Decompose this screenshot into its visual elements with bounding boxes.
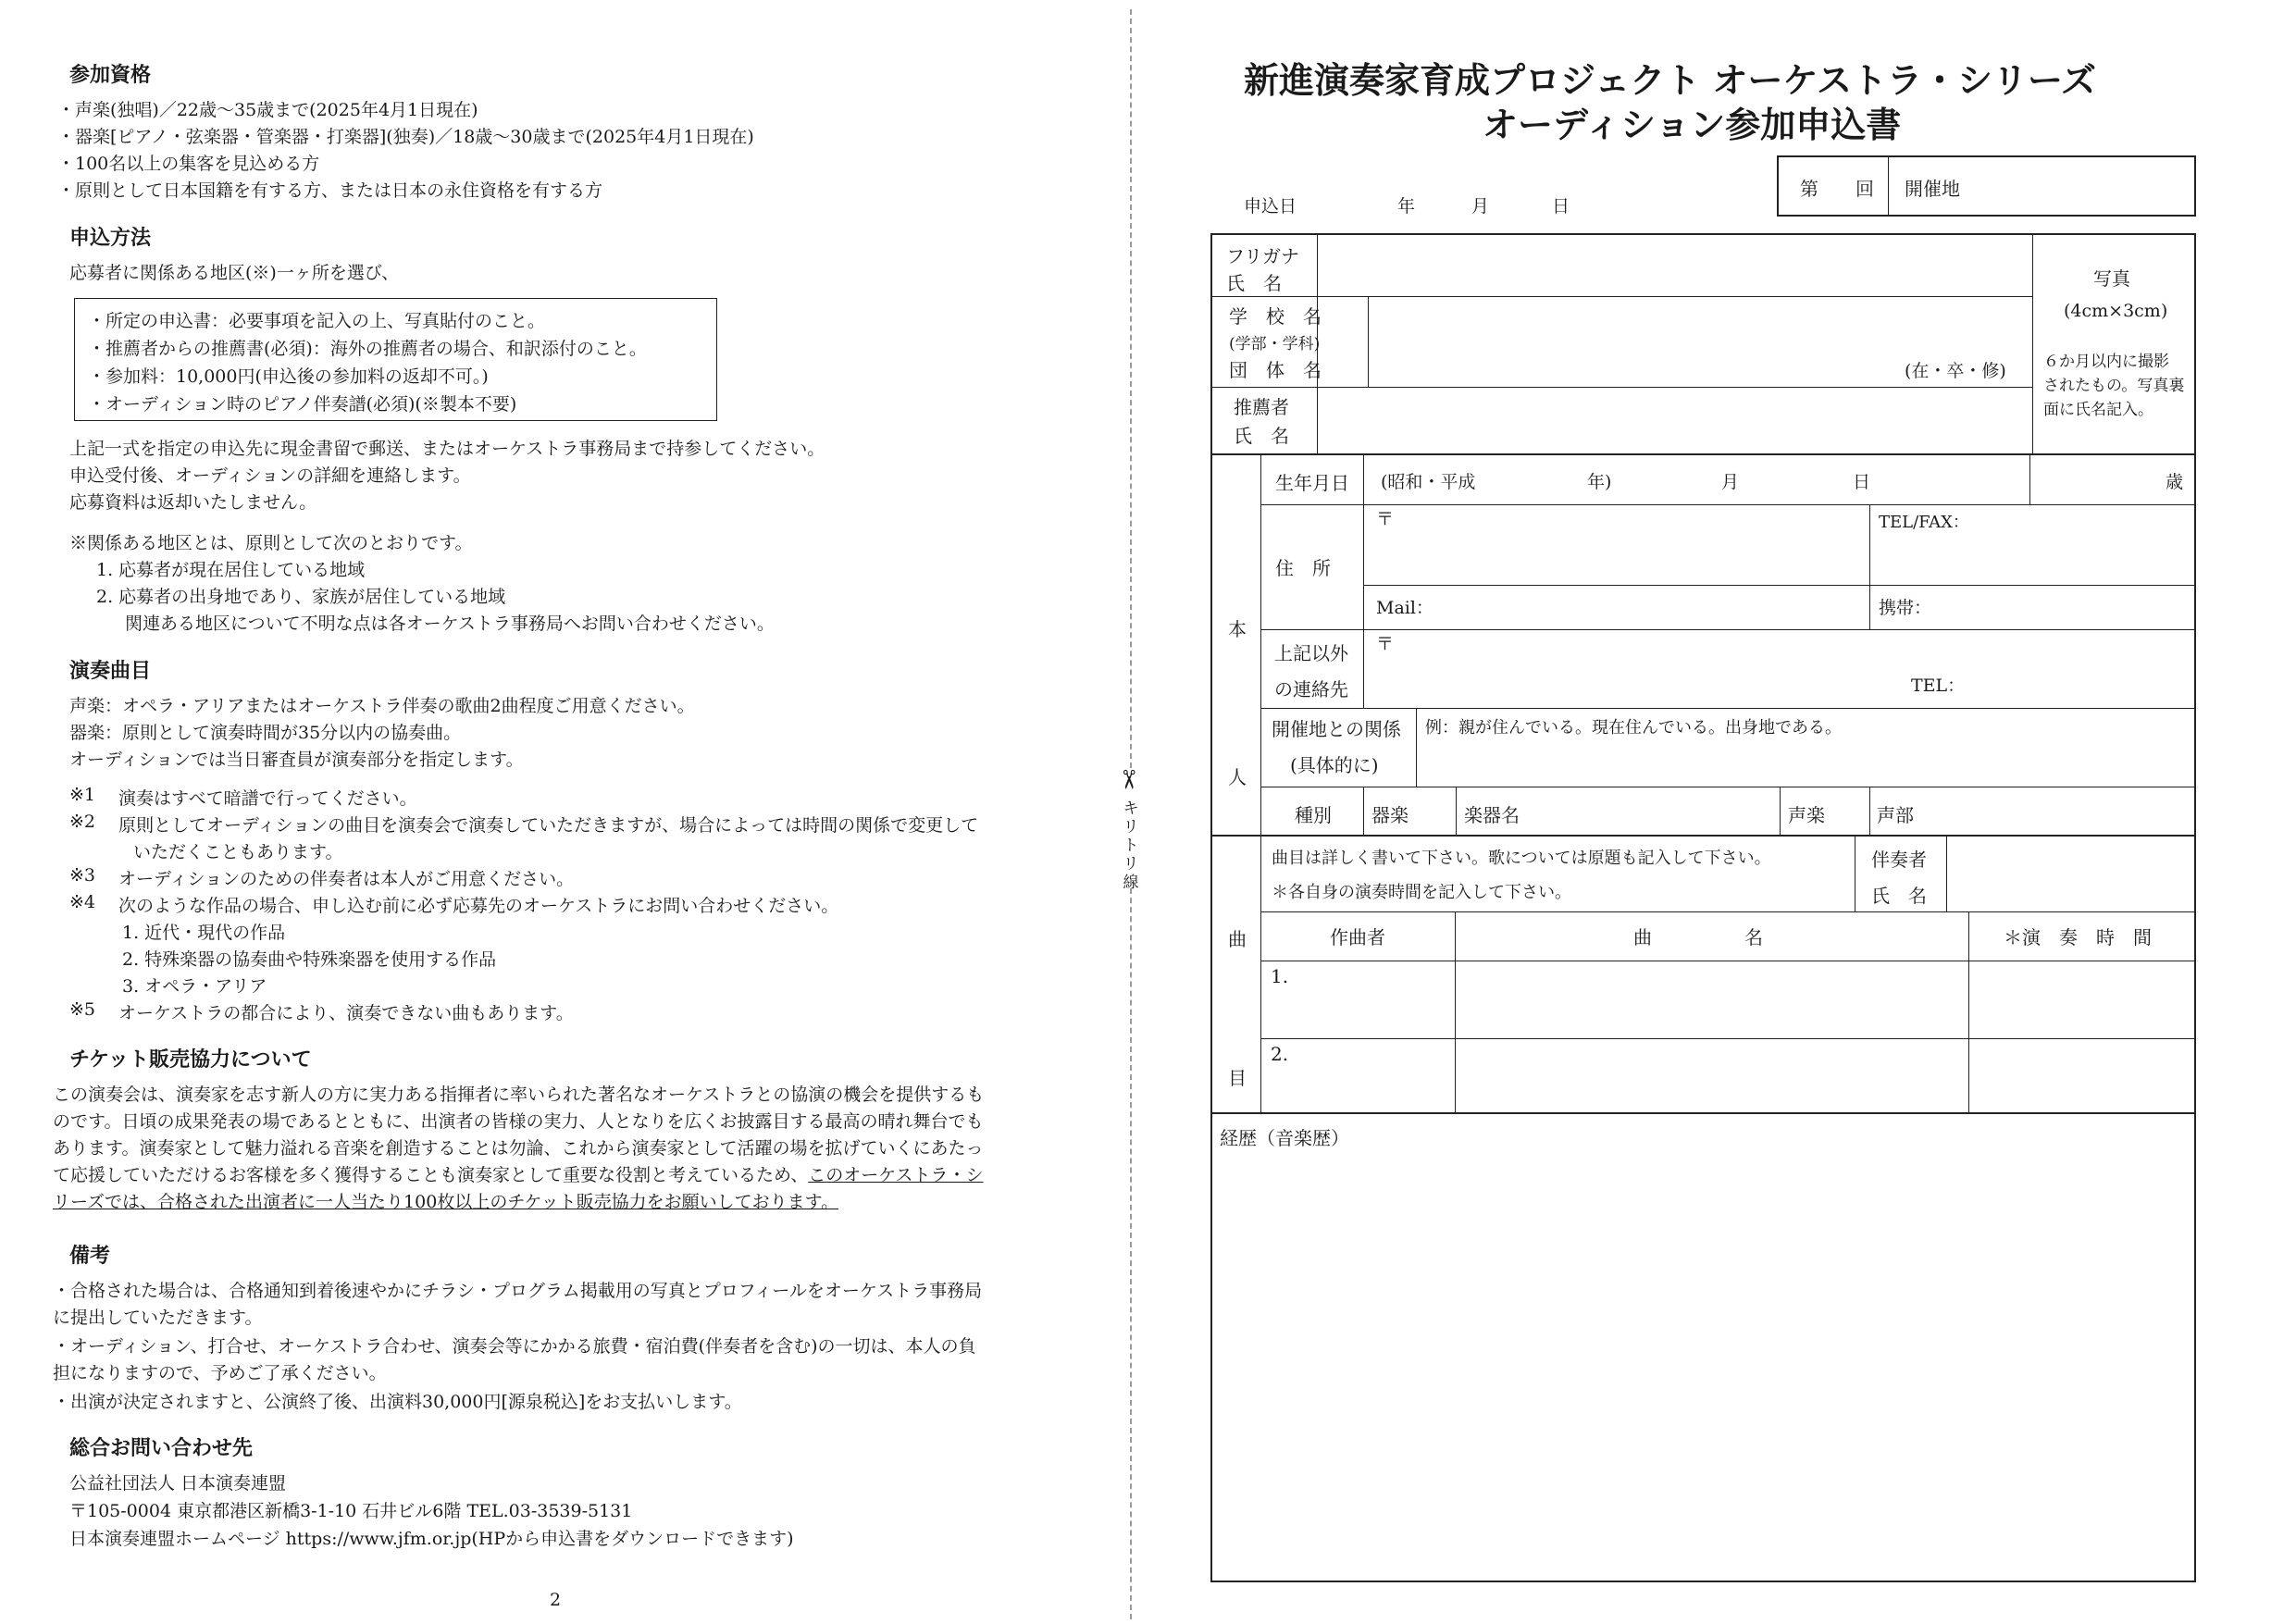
- remarks-line: 担になりますので、予めご了承ください。: [53, 1363, 387, 1383]
- self-section-label: 本人: [1228, 618, 1247, 788]
- accompanist-label: 伴奏者: [1871, 849, 1927, 871]
- ticket-line-with-emphasis: [53, 1161, 984, 1186]
- repertoire-line: 声楽：オペラ・アリアまたはオーケストラ伴奏の歌曲2曲程度ご用意ください。: [69, 696, 695, 716]
- ticket-heading: チケット販売協力について: [69, 1048, 312, 1072]
- photo-title: 写真: [2093, 267, 2130, 290]
- photo-note: ６か月以内に撮影: [2043, 353, 2169, 371]
- remarks-line: ・出演が決定されますと、公演終了後、出演料30,000円[源泉税込]をお支払いします。: [53, 1392, 742, 1412]
- postal-mark: 〒: [1376, 634, 1395, 654]
- recommender-label: 推薦者: [1234, 396, 1289, 418]
- repertoire-heading: 演奏曲目: [69, 660, 152, 683]
- eligibility-item: ・声楽(独唱)／22歳～35歳まで(2025年4月1日現在): [57, 100, 478, 120]
- note-mark: ※4: [69, 892, 96, 912]
- birthdate-label: 生年月日: [1275, 472, 1349, 494]
- required-document: ・推薦者からの推薦書(必須)：海外の推薦者の場合、和訳添付のこと。: [88, 339, 647, 359]
- furigana-label: フリガナ: [1226, 245, 1299, 267]
- contact-line: 公益社団法人 日本演奏連盟: [69, 1473, 287, 1494]
- relation-label: (具体的に): [1290, 754, 1379, 776]
- relation-label: 開催地との関係: [1272, 718, 1401, 740]
- form-subtitle: オーディション参加申込書: [1483, 104, 1902, 145]
- ticket-emphasis: このオーケストラ・シ: [808, 1165, 984, 1185]
- birth-month-label: 月: [1721, 472, 1740, 492]
- note-text: 原則としてオーディションの曲目を演奏会で演奏していただきますが、場合によっては時間の関係で変更して: [118, 815, 979, 836]
- page-number: 2: [550, 1590, 562, 1610]
- program-note: 曲目は詳しく書いて下さい。歌については原題も記入して下さい。: [1272, 849, 1771, 868]
- form-title: 新進演奏家育成プロジェクト オーケストラ・シリーズ: [1244, 59, 2097, 101]
- apply-after: 申込受付後、オーディションの詳細を連絡します。: [69, 465, 471, 486]
- postal-mark: 〒: [1376, 509, 1395, 529]
- remarks-line: ・オーディション、打合せ、オーケストラ合わせ、演奏会等にかかる旅費・宿泊費(伴奏者を含む)の一切は、本人の負: [53, 1336, 976, 1357]
- photo-note: 面に氏名記入。: [2043, 401, 2153, 419]
- apply-heading: 申込方法: [69, 227, 152, 250]
- school-label: 学 校 名: [1229, 305, 1322, 328]
- birth-day-label: 日: [1853, 472, 1871, 492]
- note-mark: ※5: [69, 999, 96, 1020]
- scissors-icon: ✂: [1113, 768, 1145, 791]
- program-row-number: 2.: [1271, 1043, 1289, 1065]
- career-label: 経歴（音楽歴）: [1220, 1127, 1349, 1149]
- cut-line-label: キリトリ線: [1123, 800, 1139, 892]
- remarks-heading: 備考: [69, 1245, 111, 1268]
- note-mark: ※1: [69, 785, 96, 805]
- contact-line: 〒105-0004 東京都港区新橋3-1-10 石井ビル6階 TEL.03-3539-5131: [69, 1501, 633, 1521]
- cut-line-lower: [1130, 879, 1132, 1619]
- district-note-tail: 関連ある地区について不明な点は各オーケストラ事務局へお問い合わせください。: [125, 614, 775, 634]
- note-sub-item: 3. オペラ・アリア: [122, 976, 267, 997]
- photo-size: (4cm×3cm): [2064, 301, 2168, 321]
- program-row-number: 1.: [1271, 965, 1289, 987]
- eligibility-item: ・100名以上の集客を見込める方: [57, 154, 320, 174]
- name-label: 氏 名: [1226, 272, 1282, 294]
- apply-after: 上記一式を指定の申込先に現金書留で郵送、またはオーケストラ事務局まで持参してください。: [69, 439, 825, 459]
- ticket-line: この演奏会は、演奏家を志す新人の方に実力ある指揮者に率いられた著名なオーケストラとの協演の機会を提供するも: [53, 1085, 985, 1105]
- venue-field[interactable]: 開催地: [1905, 178, 1960, 200]
- group-label: 団 体 名: [1229, 359, 1322, 381]
- required-document: ・参加料：10,000円(申込後の参加料の返却不可。): [88, 366, 489, 387]
- date-year-label: 年: [1397, 196, 1416, 217]
- other-tel-label: TEL：: [1911, 676, 1966, 696]
- voice-part-label: 声部: [1877, 804, 1914, 826]
- instrument-name-label: 楽器名: [1464, 804, 1520, 826]
- faculty-label: (学部・学科): [1229, 335, 1321, 353]
- telfax-label: TEL/FAX：: [1879, 513, 1969, 532]
- remarks-line: に提出していただきます。: [53, 1308, 263, 1328]
- note-mark: ※2: [69, 812, 96, 832]
- remarks-line: ・合格された場合は、合格通知到着後速やかにチラシ・プログラム掲載用の写真とプロフィールをオーケストラ事務局: [53, 1281, 983, 1301]
- instrumental-option[interactable]: 器楽: [1371, 804, 1409, 826]
- mobile-label: 携帯：: [1879, 598, 1932, 618]
- composer-header: 作曲者: [1330, 926, 1385, 948]
- recommender-name-label: 氏 名: [1234, 425, 1289, 447]
- duration-header: ＊演 奏 時 間: [2004, 926, 2152, 948]
- address-label: 住 所: [1275, 557, 1331, 579]
- career-field[interactable]: [1214, 1152, 2191, 1578]
- note-text: オーディションのための伴奏者は本人がご用意ください。: [118, 869, 575, 889]
- enrollment-status[interactable]: (在・卒・修): [1905, 361, 2006, 381]
- district-note-item: 1. 応募者が現在居住している地域: [96, 560, 366, 580]
- district-note-head: ※関係ある地区とは、原則として次のとおりです。: [69, 533, 473, 553]
- apply-after: 応募資料は返却いたしません。: [69, 492, 317, 513]
- age-label: 歳: [2166, 472, 2184, 492]
- required-document: ・所定の申込書：必要事項を記入の上、写真貼付のこと。: [88, 311, 546, 331]
- ticket-emphasis: リーズでは、合格された出演者に一人当たり100枚以上のチケット販売協力をお願いしております。: [53, 1192, 839, 1212]
- accompanist-name-label: 氏 名: [1871, 885, 1927, 907]
- repertoire-line: 器楽：原則として演奏時間が35分以内の協奏曲。: [69, 723, 462, 743]
- other-contact-label: 上記以外: [1274, 642, 1348, 664]
- apply-intro: 応募者に関係ある地区(※)一ヶ所を選び、: [69, 263, 400, 283]
- program-note: ＊各自身の演奏時間を記入して下さい。: [1272, 883, 1571, 902]
- other-contact-label: の連絡先: [1274, 678, 1348, 700]
- district-note-item: 2. 応募者の出身地であり、家族が居住している地域: [96, 587, 506, 607]
- note-text: いただくこともあります。: [133, 842, 343, 862]
- note-sub-item: 1. 近代・現代の作品: [122, 923, 286, 943]
- birth-year-label: 年): [1587, 472, 1612, 492]
- date-month-label: 月: [1471, 196, 1490, 217]
- photo-note: されたもの。写真裏: [2043, 377, 2185, 395]
- mail-label: Mail：: [1376, 598, 1433, 618]
- piece-header: 曲 名: [1633, 926, 1763, 948]
- note-text: 次のような作品の場合、申し込む前に必ず応募先のオーケストラにお問い合わせください。: [118, 896, 839, 916]
- contact-heading: 総合お問い合わせ先: [69, 1437, 254, 1460]
- relation-example: 例：親が住んでいる。現在住んでいる。出身地である。: [1425, 718, 1842, 738]
- eligibility-item: ・原則として日本国籍を有する方、または日本の永住資格を有する方: [57, 180, 603, 201]
- eligibility-heading: 参加資格: [69, 64, 152, 87]
- eligibility-item: ・器楽[ピアノ・弦楽器・管楽器・打楽器](独奏)／18歳～30歳まで(2025年4月1日現在): [57, 127, 754, 147]
- note-mark: ※3: [69, 865, 96, 886]
- note-text: オーケストラの都合により、演奏できない曲もあります。: [118, 1003, 574, 1023]
- ticket-line: のです。日頃の成果発表の場であるとともに、出演者の皆様の実力、人となりを広くお披露目する最高の晴れ舞台でも: [53, 1111, 984, 1132]
- date-label: 申込日: [1244, 196, 1297, 217]
- date-day-label: 日: [1552, 196, 1570, 217]
- program-section-label: 曲目: [1228, 928, 1247, 1089]
- contact-url-line[interactable]: 日本演奏連盟ホームページ https://www.jfm.or.jp(HPから申込書をダウンロードできます): [69, 1529, 794, 1549]
- ticket-line-text: て応援していただけるお客様を多く獲得することも演奏家として重要な役割と考えているため、: [53, 1165, 809, 1185]
- repertoire-line: オーディションでは当日審査員が演奏部分を指定します。: [69, 750, 524, 770]
- cut-line-upper: [1130, 9, 1132, 768]
- era-options[interactable]: (昭和・平成: [1381, 472, 1476, 492]
- required-document: ・オーディション時のピアノ伴奏譜(必須)(※製本不要): [88, 394, 517, 415]
- vocal-option[interactable]: 声楽: [1788, 804, 1825, 826]
- session-label: 第 回: [1800, 178, 1874, 200]
- note-sub-item: 2. 特殊楽器の協奏曲や特殊楽器を使用する作品: [122, 949, 497, 970]
- name-field[interactable]: [1319, 242, 2029, 292]
- ticket-line: あります。演奏家として魅力溢れる音楽を創造することは勿論、これから演奏家として活躍の場を拡げていくにあたっ: [53, 1138, 984, 1159]
- category-label: 種別: [1295, 804, 1332, 826]
- note-text: 演奏はすべて暗譜で行ってください。: [118, 788, 417, 809]
